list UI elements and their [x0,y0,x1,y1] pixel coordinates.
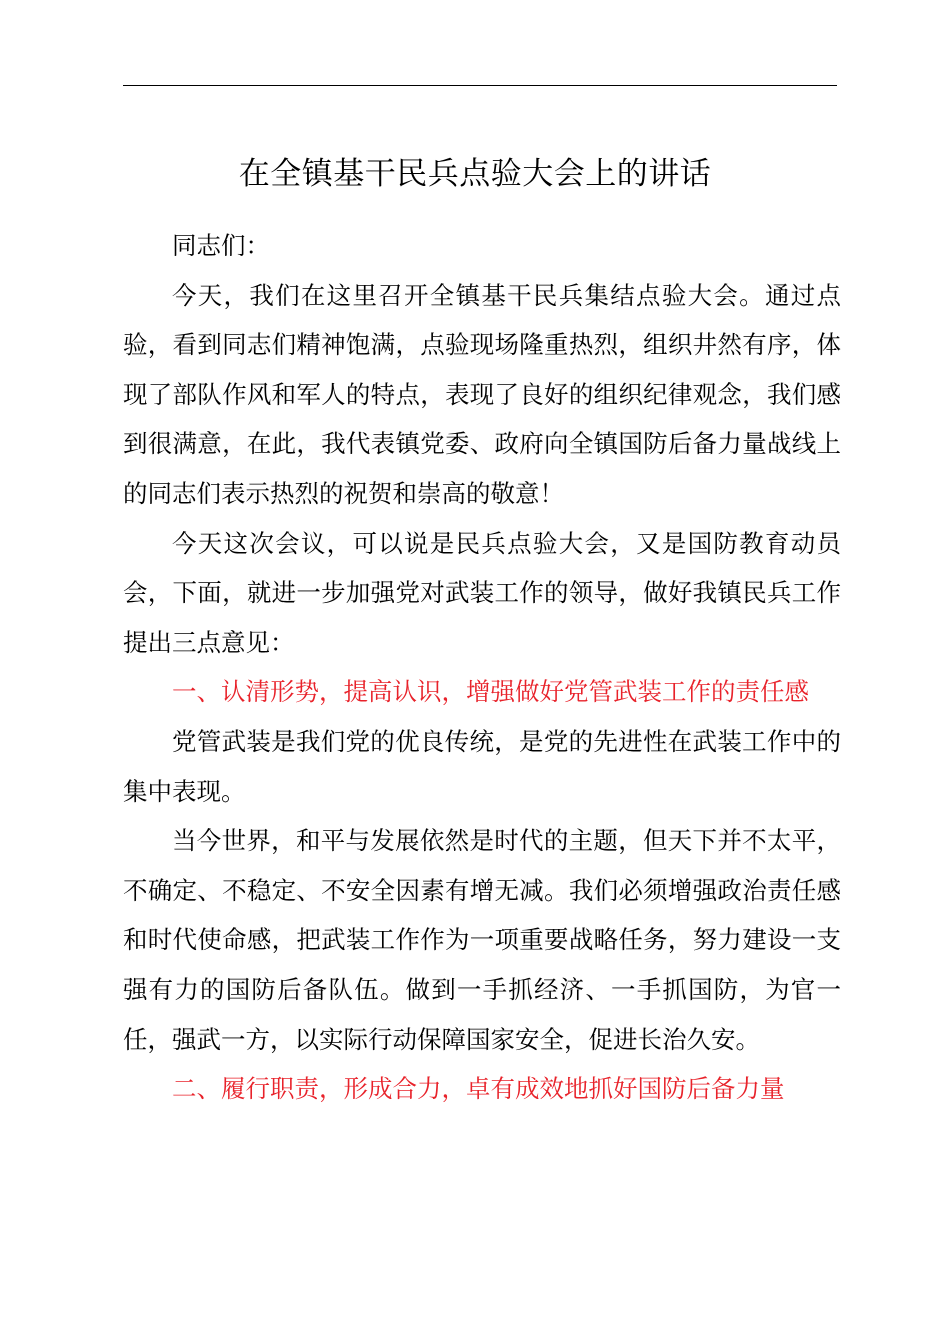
document-body [123,221,841,1114]
section1-paragraph: 当今世界，和平与发展依然是时代的主题，但天下并不太平，不确定、不稳定、不安全因素有增无减。我们必须增强政治责任感和时代使命感，把武装工作作为一项重要战略任务，努力建设一支强有力的国防后备队伍。做到一手抓经济、一手抓国防，为官一任，强武一方，以实际行动保障国家安全，促进长治久安。 [123,826,841,1054]
section-heading-1: 一、认清形势，提高认识，增强做好党管武装工作的责任感 [172,677,809,707]
section-heading-2: 二、履行职责，形成合力，卓有成效地抓好国防后备力量 [172,1074,785,1104]
paragraph-opening: 今天，我们在这里召开全镇基干民兵集结点验大会。通过点验，看到同志们精神饱满，点验现场隆重热烈，组织井然有序，体现了部队作风和军人的特点，表现了良好的组织纪律观念，我们感到很满意，在此，我代表镇党委、政府向全镇国防后备力量战线上的同志们表示热烈的祝贺和崇高的敬意！ [123,280,841,508]
section1-paragraph: 党管武装是我们党的优良传统，是党的先进性在武装工作中的集中表现。 [123,726,841,806]
document-title: 在全镇基干民兵点验大会上的讲话 [238,156,712,192]
header-rule [123,85,837,86]
paragraph-agenda: 今天这次会议，可以说是民兵点验大会，又是国防教育动员会，下面，就进一步加强党对武装工作的领导，做好我镇民兵工作提出三点意见： [123,528,841,657]
salutation: 同志们： [172,231,270,260]
